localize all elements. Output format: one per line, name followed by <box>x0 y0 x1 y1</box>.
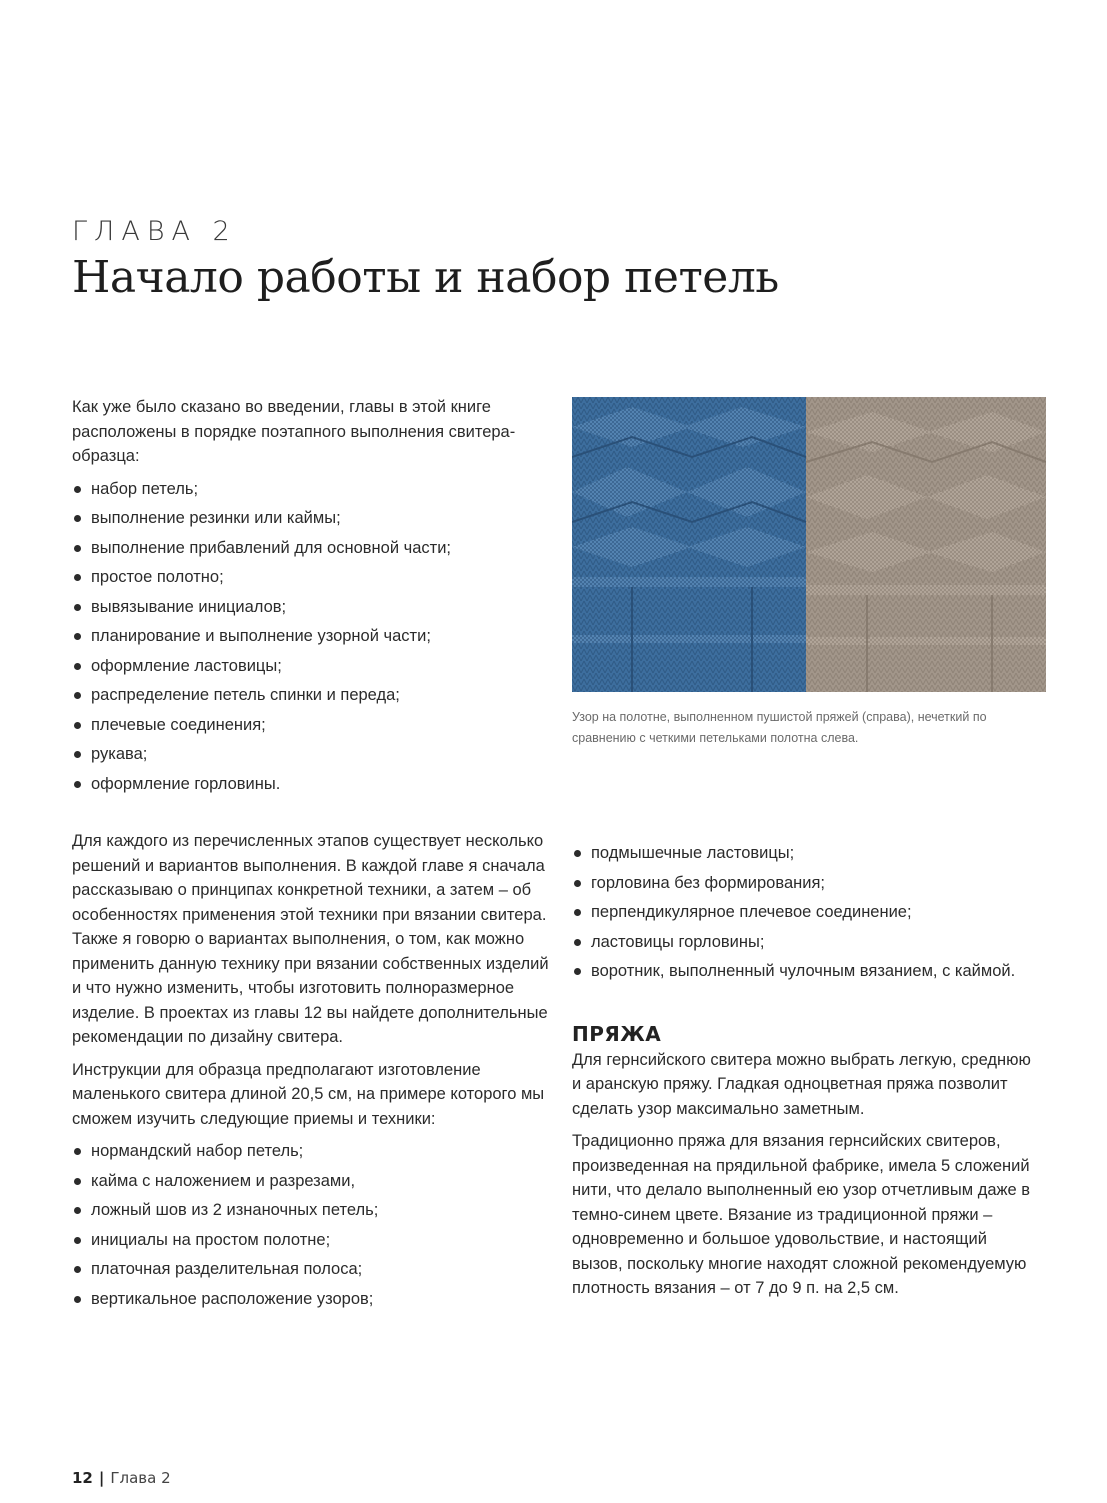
page-footer <box>72 1469 171 1487</box>
list-item: подмышечные ластовицы; <box>572 841 1052 866</box>
intro-section <box>72 395 550 801</box>
knitting-swatch-photo <box>572 397 1046 692</box>
list-item: выполнение прибавлений для основной части; <box>72 536 550 561</box>
list-item: ластовицы горловины; <box>572 930 1052 955</box>
intro-paragraph: Как уже было сказано во введении, главы в этой книге расположены в порядке поэтапного выполнения свитера-образца: <box>72 398 516 465</box>
list-item: планирование и выполнение узорной части; <box>72 624 550 649</box>
body-left-column <box>72 829 550 1316</box>
list-item: распределение петель спинки и переда; <box>72 683 550 708</box>
list-item: кайма с наложением и разрезами, <box>72 1169 550 1194</box>
list-item: плечевые соединения; <box>72 713 550 738</box>
list-item: вертикальное расположение узоров; <box>72 1287 550 1312</box>
list-item: воротник, выполненный чулочным вязанием, с каймой. <box>572 959 1052 984</box>
list-item: нормандский набор петель; <box>72 1139 550 1164</box>
list-item: инициалы на простом полотне; <box>72 1228 550 1253</box>
body-paragraph: Инструкции для образца предполагают изготовление маленького свитера длиной 20,5 см, на примере которого мы сможем изучить следующие приемы и техники: <box>72 1060 545 1128</box>
footer-chapter: Глава 2 <box>110 1469 171 1487</box>
page-title: Начало работы и набор петель <box>72 252 779 303</box>
body-paragraph: Для каждого из перечисленных этапов существует несколько решений и вариантов выполнения. В каждой главе я сначала рассказываю о принципах конкретной техники, а затем – об особенностях применения этой техники при вязании свитера. Также я говорю о вариантах выполнения, о том, как можно применить данную технику при вязании собственных изделий и что нужно изменить, чтобы изготовить полноразмерное изделие. В проектах из главы 12 вы найдете дополнительные рекомендации по дизайну свитера. <box>72 832 549 1046</box>
list-item: платочная разделительная полоса; <box>72 1257 550 1282</box>
figure-caption: Узор на полотне, выполненном пушистой пряжей (справа), нечеткий по сравнению с четкими петельками полотна слева. <box>572 710 987 745</box>
list-item: выполнение резинки или каймы; <box>72 506 550 531</box>
chapter-label: ГЛАВА 2 <box>72 216 237 247</box>
list-item: горловина без формирования; <box>572 871 1052 896</box>
steps-list <box>72 477 550 797</box>
list-item: вывязывание инициалов; <box>72 595 550 620</box>
techniques-list <box>72 1139 550 1311</box>
list-item: набор петель; <box>72 477 550 502</box>
list-item: простое полотно; <box>72 565 550 590</box>
body-right-column <box>572 841 1052 989</box>
body-paragraph: Традиционно пряжа для вязания гернсийских свитеров, произведенная на прядильной фабрике, имела 5 сложений нити, что делало выполненный ею узор отчетливым даже в темно-синем цвете. Вязание из традиционной пряжи – одновременно и большое удовольствие, и настоящий вызов, поскольку многие находят сложной рекомендуемую плотность вязания – от 7 до 9 п. на 2,5 см. <box>572 1132 1031 1297</box>
techniques-list-continued <box>572 841 1052 984</box>
page-number: 12 <box>72 1469 93 1487</box>
list-item: рукава; <box>72 742 550 767</box>
yarn-section <box>572 1022 1042 1309</box>
list-item: оформление горловины. <box>72 772 550 797</box>
body-paragraph: Для гернсийского свитера можно выбрать легкую, среднюю и аранскую пряжу. Гладкая одноцветная пряжа позволит сделать узор максимально заметным. <box>572 1050 1031 1118</box>
list-item: перпендикулярное плечевое соединение; <box>572 900 1052 925</box>
list-item: оформление ластовицы; <box>72 654 550 679</box>
section-heading: ПРЯЖА <box>572 1022 662 1046</box>
list-item: ложный шов из 2 изнаночных петель; <box>72 1198 550 1223</box>
footer-separator: | <box>98 1469 105 1487</box>
